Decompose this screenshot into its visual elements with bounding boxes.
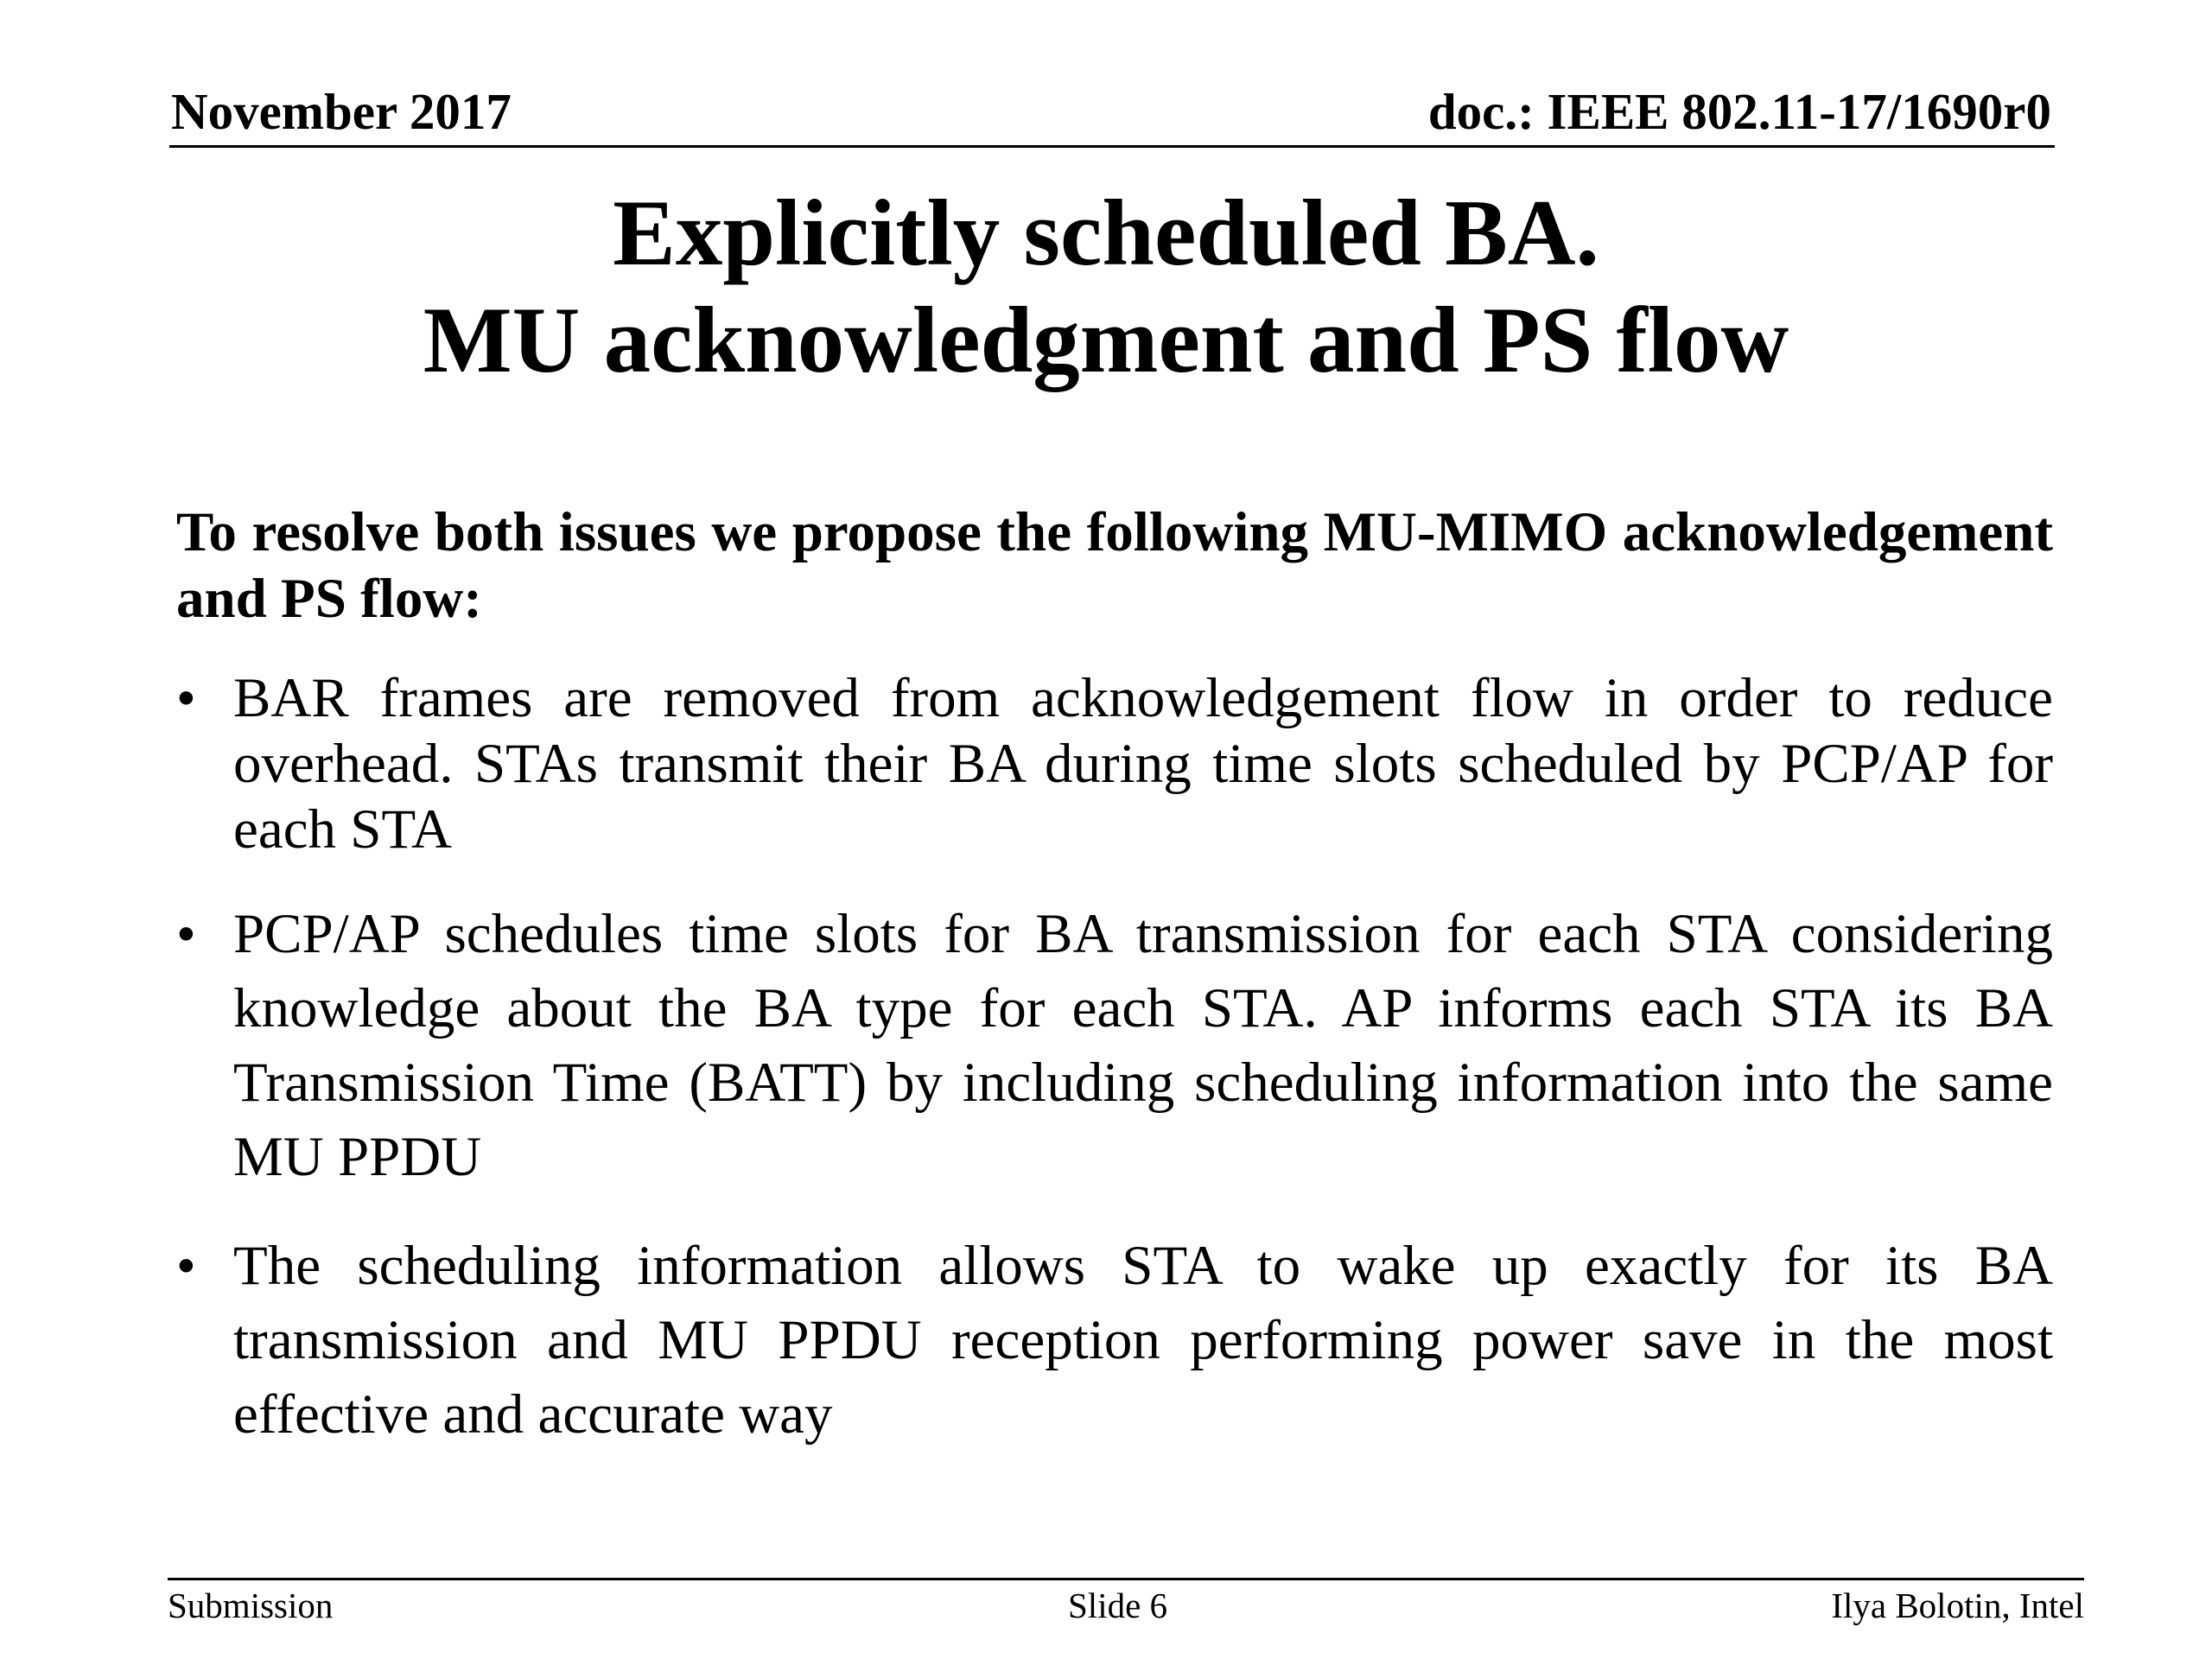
bullet-text: The scheduling information allows STA to wake up exactly for its BA transmission and MU PPDU reception performing power save in the most effective and accurate way bbox=[233, 1235, 2053, 1446]
footer-submission: Submission bbox=[168, 1586, 334, 1625]
bullet-item bbox=[176, 897, 2053, 1194]
slide-title bbox=[0, 180, 2212, 394]
slide-title-line-1: Explicitly scheduled BA. bbox=[613, 181, 1599, 285]
header-divider bbox=[169, 145, 2055, 148]
bullet-text: BAR frames are removed from acknowledgement flow in order to reduce overhead. STAs transmit their BA during time slots scheduled by PCP/AP for each STA bbox=[233, 667, 2053, 861]
bullet-item bbox=[176, 665, 2053, 862]
footer-author: Ilya Bolotin, Intel bbox=[1831, 1586, 2084, 1625]
bullet-marker: • bbox=[176, 667, 196, 729]
bullet-item bbox=[176, 1229, 2053, 1452]
bullet-marker: • bbox=[176, 1235, 196, 1297]
bullet-list bbox=[176, 665, 2053, 1486]
intro-paragraph: To resolve both issues we propose the following MU-MIMO acknowledgement and PS flow: bbox=[176, 501, 2053, 630]
header-date: November 2017 bbox=[171, 83, 512, 140]
footer-slide-number: Slide 6 bbox=[1068, 1586, 1168, 1625]
bullet-text: PCP/AP schedules time slots for BA transmission for each STA considering knowledge about the BA type for each STA. AP informs each STA its BA Transmission Time (BATT) by including scheduling information into the same MU PPDU bbox=[233, 903, 2053, 1188]
bullet-marker: • bbox=[176, 903, 196, 965]
header-doc-id: doc.: IEEE 802.11-17/1690r0 bbox=[1427, 83, 2051, 140]
footer-divider bbox=[168, 1578, 2084, 1580]
slide-title-line-2: MU acknowledgment and PS flow bbox=[423, 288, 1789, 392]
